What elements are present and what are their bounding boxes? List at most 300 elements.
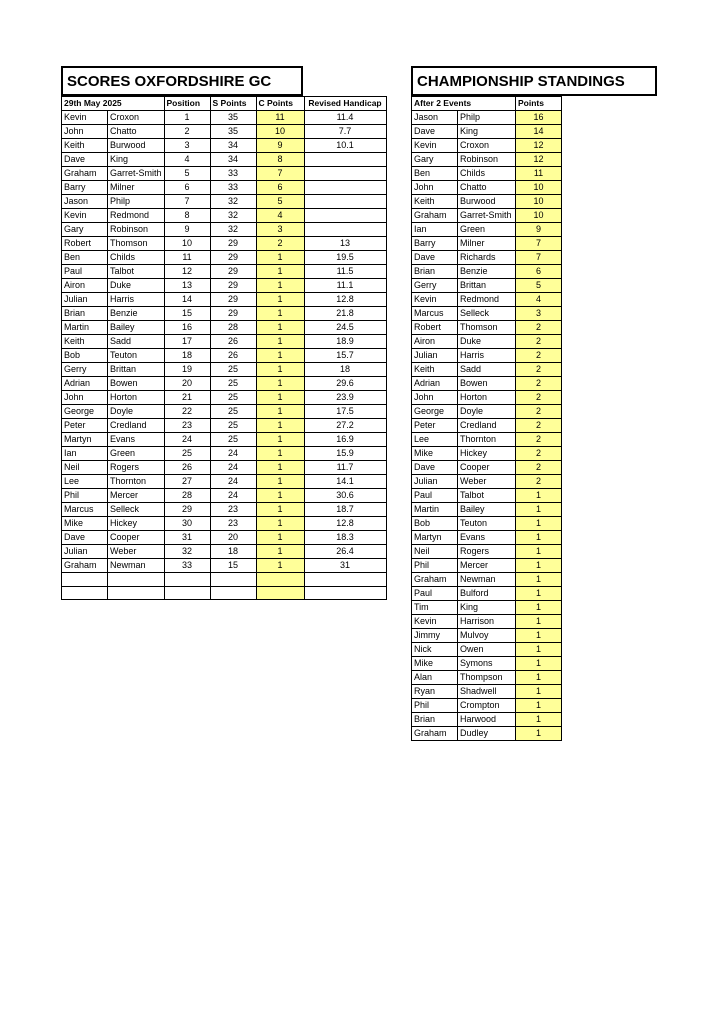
position-cell: 7 <box>164 195 210 209</box>
points-header: Points <box>516 97 562 111</box>
s-points-cell: 24 <box>210 489 256 503</box>
s-points-cell: 29 <box>210 251 256 265</box>
s-points-cell: 35 <box>210 125 256 139</box>
position-cell: 18 <box>164 349 210 363</box>
position-cell: 25 <box>164 447 210 461</box>
table-row <box>62 391 387 405</box>
points-cell: 7 <box>516 251 562 265</box>
c-points-cell: 10 <box>256 125 304 139</box>
table-row <box>62 363 387 377</box>
first-name-cell: Brian <box>412 713 458 727</box>
points-cell: 1 <box>516 517 562 531</box>
c-points-cell: 1 <box>256 503 304 517</box>
last-name-cell: Crompton <box>458 699 516 713</box>
handicap-cell <box>304 223 386 237</box>
first-name-cell: Tim <box>412 601 458 615</box>
last-name-cell: Newman <box>108 559 165 573</box>
standings-title: CHAMPIONSHIP STANDINGS <box>411 66 657 96</box>
first-name-cell: Paul <box>62 265 108 279</box>
last-name-cell: Cooper <box>458 461 516 475</box>
last-name-cell: Benzie <box>108 307 165 321</box>
last-name-cell: Philp <box>458 111 516 125</box>
points-cell: 10 <box>516 195 562 209</box>
c-points-cell: 1 <box>256 321 304 335</box>
s-points-cell: 28 <box>210 321 256 335</box>
last-name-cell: Horton <box>458 391 516 405</box>
first-name-cell: Brian <box>62 307 108 321</box>
first-name-cell: Jason <box>412 111 458 125</box>
position-cell: 28 <box>164 489 210 503</box>
first-name-cell: Dave <box>412 125 458 139</box>
first-name-cell: Brian <box>412 265 458 279</box>
points-cell: 4 <box>516 293 562 307</box>
c-points-cell: 1 <box>256 349 304 363</box>
points-cell: 12 <box>516 153 562 167</box>
last-name-cell: Green <box>108 447 165 461</box>
s-points-cell: 26 <box>210 335 256 349</box>
s-points-cell: 32 <box>210 223 256 237</box>
first-name-cell: Ian <box>62 447 108 461</box>
scores-title: SCORES OXFORDSHIRE GC <box>61 66 303 96</box>
last-name-cell: Rogers <box>458 545 516 559</box>
first-name-cell: George <box>412 405 458 419</box>
position-cell: 23 <box>164 419 210 433</box>
points-cell: 1 <box>516 657 562 671</box>
last-name-cell: Harris <box>458 349 516 363</box>
c-points-cell: 1 <box>256 307 304 321</box>
points-cell: 1 <box>516 573 562 587</box>
first-name-cell: Dave <box>412 461 458 475</box>
table-row <box>412 629 562 643</box>
first-name-cell: Adrian <box>62 377 108 391</box>
s-points-cell: 20 <box>210 531 256 545</box>
last-name-cell: Philp <box>108 195 165 209</box>
s-points-cell: 24 <box>210 447 256 461</box>
table-row <box>62 307 387 321</box>
position-cell: 9 <box>164 223 210 237</box>
last-name-cell: Symons <box>458 657 516 671</box>
last-name-cell: Mulvoy <box>458 629 516 643</box>
last-name-cell: Redmond <box>108 209 165 223</box>
s-points-cell: 26 <box>210 349 256 363</box>
points-cell: 7 <box>516 237 562 251</box>
s-points-cell <box>210 586 256 600</box>
s-points-cell: 35 <box>210 111 256 125</box>
table-row <box>62 545 387 559</box>
points-cell: 9 <box>516 223 562 237</box>
last-name-cell: Croxon <box>108 111 165 125</box>
first-name-cell: Alan <box>412 671 458 685</box>
last-name-cell: Selleck <box>108 503 165 517</box>
last-name-cell: Hickey <box>458 447 516 461</box>
s-points-cell: 29 <box>210 279 256 293</box>
points-cell: 2 <box>516 349 562 363</box>
c-points-cell: 1 <box>256 517 304 531</box>
table-row <box>412 223 562 237</box>
points-cell: 1 <box>516 671 562 685</box>
first-name-cell: John <box>412 181 458 195</box>
table-row <box>412 195 562 209</box>
first-name-cell: Keith <box>62 335 108 349</box>
last-name-cell: Evans <box>458 531 516 545</box>
last-name-cell: King <box>458 125 516 139</box>
last-name-cell: Bailey <box>108 321 165 335</box>
s-points-header: S Points <box>210 97 256 111</box>
last-name-cell: Burwood <box>108 139 165 153</box>
last-name-cell: Thornton <box>458 433 516 447</box>
table-row <box>412 153 562 167</box>
points-cell: 2 <box>516 461 562 475</box>
last-name-cell: Evans <box>108 433 165 447</box>
handicap-cell <box>304 167 386 181</box>
last-name-cell: Sadd <box>458 363 516 377</box>
first-name-cell: Airon <box>62 279 108 293</box>
first-name-cell: Dave <box>62 153 108 167</box>
first-name-cell: Keith <box>62 139 108 153</box>
position-cell: 3 <box>164 139 210 153</box>
table-row <box>412 461 562 475</box>
s-points-cell: 32 <box>210 209 256 223</box>
table-row <box>412 559 562 573</box>
c-points-cell: 1 <box>256 363 304 377</box>
first-name-cell: Robert <box>412 321 458 335</box>
c-points-cell: 7 <box>256 167 304 181</box>
last-name-cell: Duke <box>108 279 165 293</box>
last-name-cell: Newman <box>458 573 516 587</box>
first-name-cell: Dave <box>62 531 108 545</box>
last-name-cell: Duke <box>458 335 516 349</box>
c-points-cell: 2 <box>256 237 304 251</box>
s-points-cell: 33 <box>210 181 256 195</box>
first-name-cell: Phil <box>62 489 108 503</box>
position-cell: 13 <box>164 279 210 293</box>
first-name-cell: Phil <box>412 699 458 713</box>
last-name-cell <box>108 573 165 587</box>
last-name-cell: Sadd <box>108 335 165 349</box>
last-name-cell: Harrison <box>458 615 516 629</box>
c-points-cell: 4 <box>256 209 304 223</box>
handicap-cell: 10.1 <box>304 139 386 153</box>
scores-header-row <box>62 97 387 111</box>
handicap-cell: 24.5 <box>304 321 386 335</box>
table-row <box>62 181 387 195</box>
handicap-cell: 18.3 <box>304 531 386 545</box>
position-cell: 16 <box>164 321 210 335</box>
first-name-cell: Paul <box>412 587 458 601</box>
last-name-cell: Doyle <box>108 405 165 419</box>
last-name-cell: Brittan <box>458 279 516 293</box>
last-name-cell: Bowen <box>108 377 165 391</box>
table-row <box>412 419 562 433</box>
first-name-cell: Marcus <box>62 503 108 517</box>
table-row <box>62 489 387 503</box>
last-name-cell: Horton <box>108 391 165 405</box>
points-cell: 1 <box>516 615 562 629</box>
last-name-cell: Milner <box>108 181 165 195</box>
c-points-cell: 9 <box>256 139 304 153</box>
points-cell: 14 <box>516 125 562 139</box>
table-row <box>412 167 562 181</box>
c-points-cell: 1 <box>256 377 304 391</box>
s-points-cell: 32 <box>210 195 256 209</box>
last-name-cell: Doyle <box>458 405 516 419</box>
table-row <box>412 251 562 265</box>
first-name-cell: Gerry <box>62 363 108 377</box>
points-cell: 16 <box>516 111 562 125</box>
handicap-cell: 15.9 <box>304 447 386 461</box>
table-row <box>62 586 387 600</box>
points-cell: 1 <box>516 489 562 503</box>
first-name-cell: Graham <box>62 167 108 181</box>
s-points-cell: 25 <box>210 391 256 405</box>
handicap-cell <box>304 181 386 195</box>
c-points-header: C Points <box>256 97 304 111</box>
s-points-cell: 29 <box>210 307 256 321</box>
first-name-cell: Keith <box>412 195 458 209</box>
last-name-cell: King <box>458 601 516 615</box>
s-points-cell: 25 <box>210 419 256 433</box>
last-name-cell: Selleck <box>458 307 516 321</box>
points-cell: 2 <box>516 335 562 349</box>
c-points-cell: 1 <box>256 405 304 419</box>
table-row <box>62 111 387 125</box>
position-cell: 26 <box>164 461 210 475</box>
s-points-cell <box>210 573 256 587</box>
position-cell: 14 <box>164 293 210 307</box>
position-cell: 5 <box>164 167 210 181</box>
handicap-cell: 11.1 <box>304 279 386 293</box>
last-name-cell: Richards <box>458 251 516 265</box>
table-row <box>412 363 562 377</box>
table-row <box>412 727 562 741</box>
handicap-cell: 17.5 <box>304 405 386 419</box>
s-points-cell: 18 <box>210 545 256 559</box>
points-cell: 1 <box>516 503 562 517</box>
last-name-cell: Garret-Smith <box>108 167 165 181</box>
table-row <box>62 377 387 391</box>
c-points-cell: 1 <box>256 475 304 489</box>
first-name-cell: Graham <box>412 209 458 223</box>
table-row <box>62 125 387 139</box>
table-row <box>62 573 387 587</box>
points-cell: 1 <box>516 545 562 559</box>
handicap-cell: 12.8 <box>304 517 386 531</box>
last-name-cell: Talbot <box>458 489 516 503</box>
position-cell: 30 <box>164 517 210 531</box>
handicap-cell: 29.6 <box>304 377 386 391</box>
table-row <box>412 139 562 153</box>
c-points-cell: 1 <box>256 545 304 559</box>
c-points-cell: 1 <box>256 447 304 461</box>
first-name-cell: Ryan <box>412 685 458 699</box>
handicap-cell <box>304 195 386 209</box>
standings-table <box>411 96 562 741</box>
last-name-cell: Weber <box>108 545 165 559</box>
handicap-header: Revised Handicap <box>304 97 386 111</box>
s-points-cell: 33 <box>210 167 256 181</box>
points-cell: 2 <box>516 419 562 433</box>
c-points-cell: 1 <box>256 461 304 475</box>
first-name-cell: Kevin <box>412 139 458 153</box>
position-cell: 2 <box>164 125 210 139</box>
points-cell: 1 <box>516 727 562 741</box>
date-header: 29th May 2025 <box>62 97 165 111</box>
s-points-cell: 29 <box>210 293 256 307</box>
c-points-cell: 1 <box>256 335 304 349</box>
first-name-cell: Martyn <box>62 433 108 447</box>
last-name-cell: Mercer <box>108 489 165 503</box>
handicap-cell: 12.8 <box>304 293 386 307</box>
last-name-cell: Childs <box>108 251 165 265</box>
handicap-cell <box>304 586 386 600</box>
points-cell: 1 <box>516 629 562 643</box>
points-cell: 2 <box>516 447 562 461</box>
last-name-cell: Shadwell <box>458 685 516 699</box>
handicap-cell: 19.5 <box>304 251 386 265</box>
position-cell: 12 <box>164 265 210 279</box>
first-name-cell: John <box>412 391 458 405</box>
c-points-cell: 1 <box>256 433 304 447</box>
table-row <box>412 671 562 685</box>
first-name-cell: Bob <box>412 517 458 531</box>
c-points-cell: 1 <box>256 489 304 503</box>
scores-table <box>61 96 387 600</box>
table-row <box>62 139 387 153</box>
points-cell: 1 <box>516 713 562 727</box>
last-name-cell: Green <box>458 223 516 237</box>
table-row <box>412 209 562 223</box>
last-name-cell: Rogers <box>108 461 165 475</box>
handicap-cell: 16.9 <box>304 433 386 447</box>
position-cell: 15 <box>164 307 210 321</box>
table-row <box>62 335 387 349</box>
table-row <box>412 335 562 349</box>
first-name-cell <box>62 573 108 587</box>
standings-header-row <box>412 97 562 111</box>
table-row <box>62 419 387 433</box>
last-name-cell: Burwood <box>458 195 516 209</box>
s-points-cell: 25 <box>210 377 256 391</box>
handicap-cell: 23.9 <box>304 391 386 405</box>
last-name-cell: Chatto <box>108 125 165 139</box>
last-name-cell: Bailey <box>458 503 516 517</box>
table-row <box>412 587 562 601</box>
position-cell: 31 <box>164 531 210 545</box>
last-name-cell: Garret-Smith <box>458 209 516 223</box>
table-row <box>412 713 562 727</box>
last-name-cell: Brittan <box>108 363 165 377</box>
first-name-cell: Martyn <box>412 531 458 545</box>
first-name-cell: Lee <box>62 475 108 489</box>
points-cell: 2 <box>516 433 562 447</box>
table-row <box>62 433 387 447</box>
table-row <box>412 615 562 629</box>
first-name-cell: Mike <box>412 657 458 671</box>
points-cell: 10 <box>516 181 562 195</box>
last-name-cell: Thompson <box>458 671 516 685</box>
points-cell: 1 <box>516 587 562 601</box>
position-cell: 22 <box>164 405 210 419</box>
s-points-cell: 25 <box>210 405 256 419</box>
table-row <box>62 321 387 335</box>
first-name-cell: Peter <box>62 419 108 433</box>
last-name-cell: Robinson <box>108 223 165 237</box>
s-points-cell: 34 <box>210 139 256 153</box>
last-name-cell: Bulford <box>458 587 516 601</box>
first-name-cell: Martin <box>62 321 108 335</box>
table-row <box>62 251 387 265</box>
table-row <box>412 699 562 713</box>
handicap-cell <box>304 209 386 223</box>
s-points-cell: 24 <box>210 461 256 475</box>
last-name-cell: Hickey <box>108 517 165 531</box>
s-points-cell: 23 <box>210 503 256 517</box>
s-points-cell: 25 <box>210 433 256 447</box>
first-name-cell: Graham <box>412 727 458 741</box>
table-row <box>62 475 387 489</box>
c-points-cell: 1 <box>256 391 304 405</box>
table-row <box>412 265 562 279</box>
first-name-cell: Barry <box>412 237 458 251</box>
table-row <box>412 503 562 517</box>
table-row <box>412 405 562 419</box>
c-points-cell: 1 <box>256 293 304 307</box>
handicap-cell: 18 <box>304 363 386 377</box>
points-cell: 2 <box>516 405 562 419</box>
c-points-cell: 11 <box>256 111 304 125</box>
last-name-cell: Thomson <box>458 321 516 335</box>
c-points-cell: 1 <box>256 279 304 293</box>
first-name-cell: Julian <box>412 349 458 363</box>
table-row <box>412 601 562 615</box>
s-points-cell: 24 <box>210 475 256 489</box>
position-cell: 8 <box>164 209 210 223</box>
c-points-cell: 3 <box>256 223 304 237</box>
last-name-cell: Teuton <box>108 349 165 363</box>
first-name-cell: Graham <box>412 573 458 587</box>
first-name-cell: Nick <box>412 643 458 657</box>
first-name-cell: Peter <box>412 419 458 433</box>
table-row <box>412 475 562 489</box>
position-cell: 32 <box>164 545 210 559</box>
position-cell: 21 <box>164 391 210 405</box>
position-cell: 10 <box>164 237 210 251</box>
c-points-cell: 1 <box>256 265 304 279</box>
last-name-cell: Thomson <box>108 237 165 251</box>
table-row <box>412 657 562 671</box>
handicap-cell: 26.4 <box>304 545 386 559</box>
table-row <box>62 503 387 517</box>
points-cell: 11 <box>516 167 562 181</box>
first-name-cell: Ian <box>412 223 458 237</box>
events-header: After 2 Events <box>412 97 516 111</box>
first-name-cell: Ben <box>412 167 458 181</box>
first-name-cell: Keith <box>412 363 458 377</box>
points-cell: 2 <box>516 321 562 335</box>
table-row <box>412 433 562 447</box>
table-row <box>62 531 387 545</box>
table-row <box>412 447 562 461</box>
first-name-cell: Julian <box>62 293 108 307</box>
handicap-cell: 11.7 <box>304 461 386 475</box>
table-row <box>62 461 387 475</box>
table-row <box>62 265 387 279</box>
c-points-cell: 6 <box>256 181 304 195</box>
last-name-cell: Teuton <box>458 517 516 531</box>
first-name-cell: Gary <box>62 223 108 237</box>
position-cell: 33 <box>164 559 210 573</box>
last-name-cell: Cooper <box>108 531 165 545</box>
